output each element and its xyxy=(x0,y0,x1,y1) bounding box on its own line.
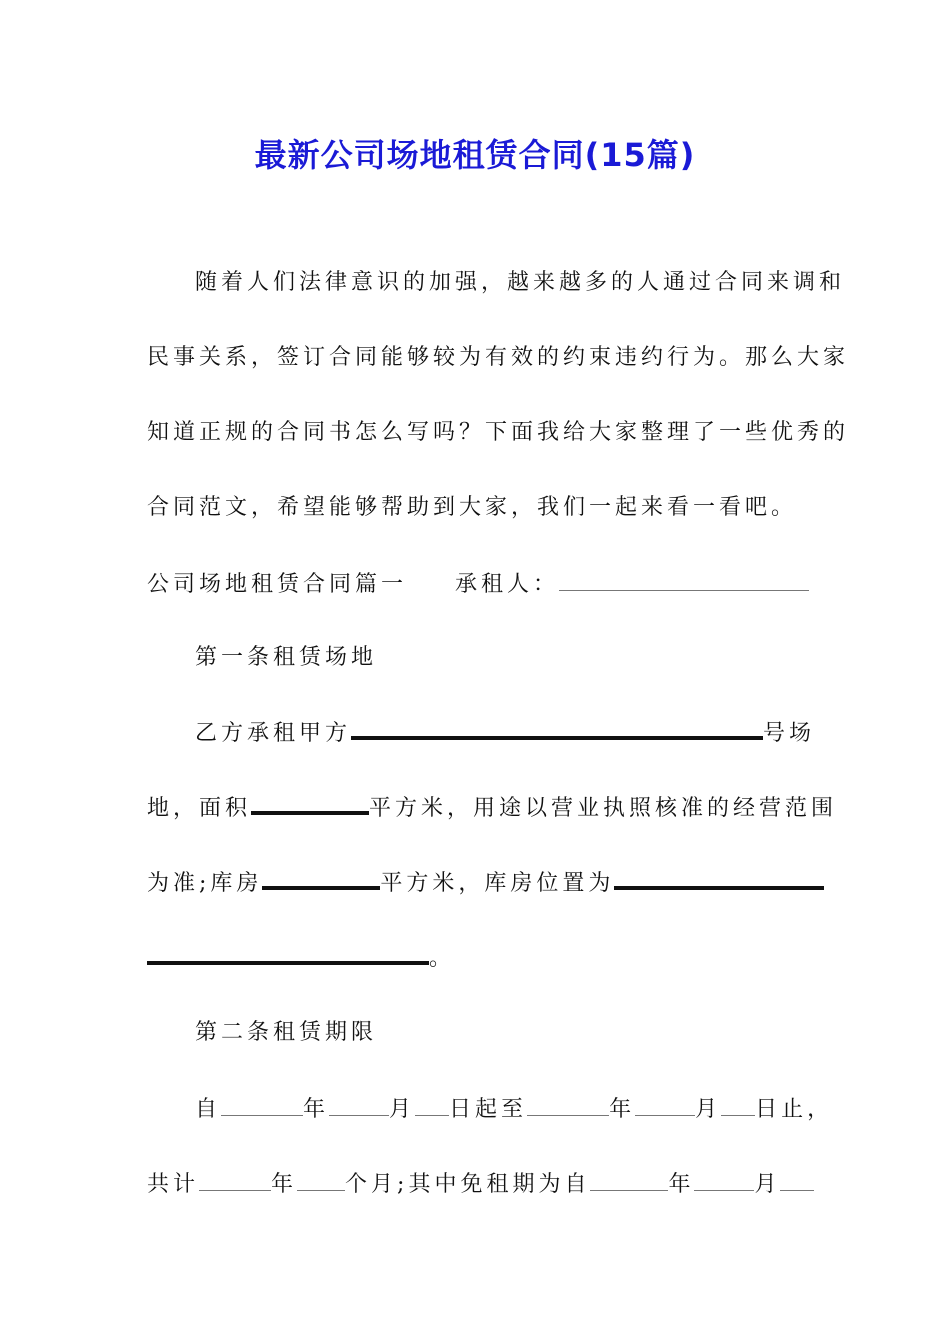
intro-line-2: 民事关系，签订合同能够较为有效的约束违约行为。那么大家 xyxy=(147,345,850,370)
article1-text: 平方米，库房位置为 xyxy=(380,871,615,896)
article2-text: 年 xyxy=(271,1172,298,1197)
free-start-month-blank xyxy=(694,1168,754,1191)
document-title: 最新公司场地租赁合同(15篇) xyxy=(254,136,696,174)
intro-line-3: 知道正规的合同书怎么写吗？下面我给大家整理了一些优秀的 xyxy=(147,420,850,445)
article2-para-line-2 xyxy=(147,1168,827,1200)
intro-line-4: 合同范文，希望能够帮助到大家，我们一起来看一看吧。 xyxy=(147,495,798,520)
article1-text: 乙方承租甲方 xyxy=(195,721,352,746)
site-number-blank xyxy=(351,718,763,740)
total-months-blank xyxy=(297,1168,345,1191)
end-month-blank xyxy=(635,1093,695,1116)
article1-text: 平方米，用途以营业执照核准的经营范围 xyxy=(369,796,838,821)
article2-heading: 第二条租赁期限 xyxy=(195,1020,378,1045)
intro-line-1: 随着人们法律意识的加强，越来越多的人通过合同来调和 xyxy=(195,270,846,295)
article1-text: 。 xyxy=(429,946,456,971)
total-years-blank xyxy=(199,1168,271,1191)
start-day-blank xyxy=(415,1093,449,1116)
article2-text: 年 xyxy=(303,1097,330,1122)
warehouse-location-blank-cont xyxy=(147,943,429,965)
start-month-blank xyxy=(329,1093,389,1116)
article1-heading: 第一条租赁场地 xyxy=(195,645,378,670)
article2-text: 日止， xyxy=(755,1097,834,1122)
start-year-blank xyxy=(221,1093,303,1116)
article1-para-line-3 xyxy=(147,868,827,899)
article2-text: 月 xyxy=(389,1097,416,1122)
article2-text: 月 xyxy=(695,1097,722,1122)
article2-text: 个月;其中免租期为自 xyxy=(345,1172,591,1197)
end-year-blank xyxy=(527,1093,609,1116)
warehouse-location-blank xyxy=(614,868,824,890)
article1-para-line-1 xyxy=(195,718,875,749)
article1-para-line-2 xyxy=(147,793,838,824)
article2-text: 自 xyxy=(195,1097,222,1122)
article2-para-line-1 xyxy=(195,1093,875,1125)
area-blank xyxy=(251,793,369,815)
free-start-year-blank xyxy=(590,1168,668,1191)
section-heading-row xyxy=(147,568,827,600)
tenant-blank xyxy=(559,568,809,591)
section-heading: 公司场地租赁合同篇一 xyxy=(147,572,408,597)
article1-para-line-4 xyxy=(147,943,827,974)
article2-text: 月 xyxy=(754,1172,781,1197)
article2-text: 共计 xyxy=(147,1172,200,1197)
article2-text: 日起至 xyxy=(449,1097,528,1122)
article1-text: 为准;库房 xyxy=(147,871,263,896)
article1-text: 地，面积 xyxy=(147,796,252,821)
free-start-day-blank xyxy=(780,1168,814,1191)
article2-text: 年 xyxy=(609,1097,636,1122)
article2-text: 年 xyxy=(668,1172,695,1197)
end-day-blank xyxy=(721,1093,755,1116)
tenant-label: 承租人： xyxy=(455,572,560,597)
article1-text: 号场 xyxy=(763,721,816,746)
warehouse-area-blank xyxy=(262,868,380,890)
